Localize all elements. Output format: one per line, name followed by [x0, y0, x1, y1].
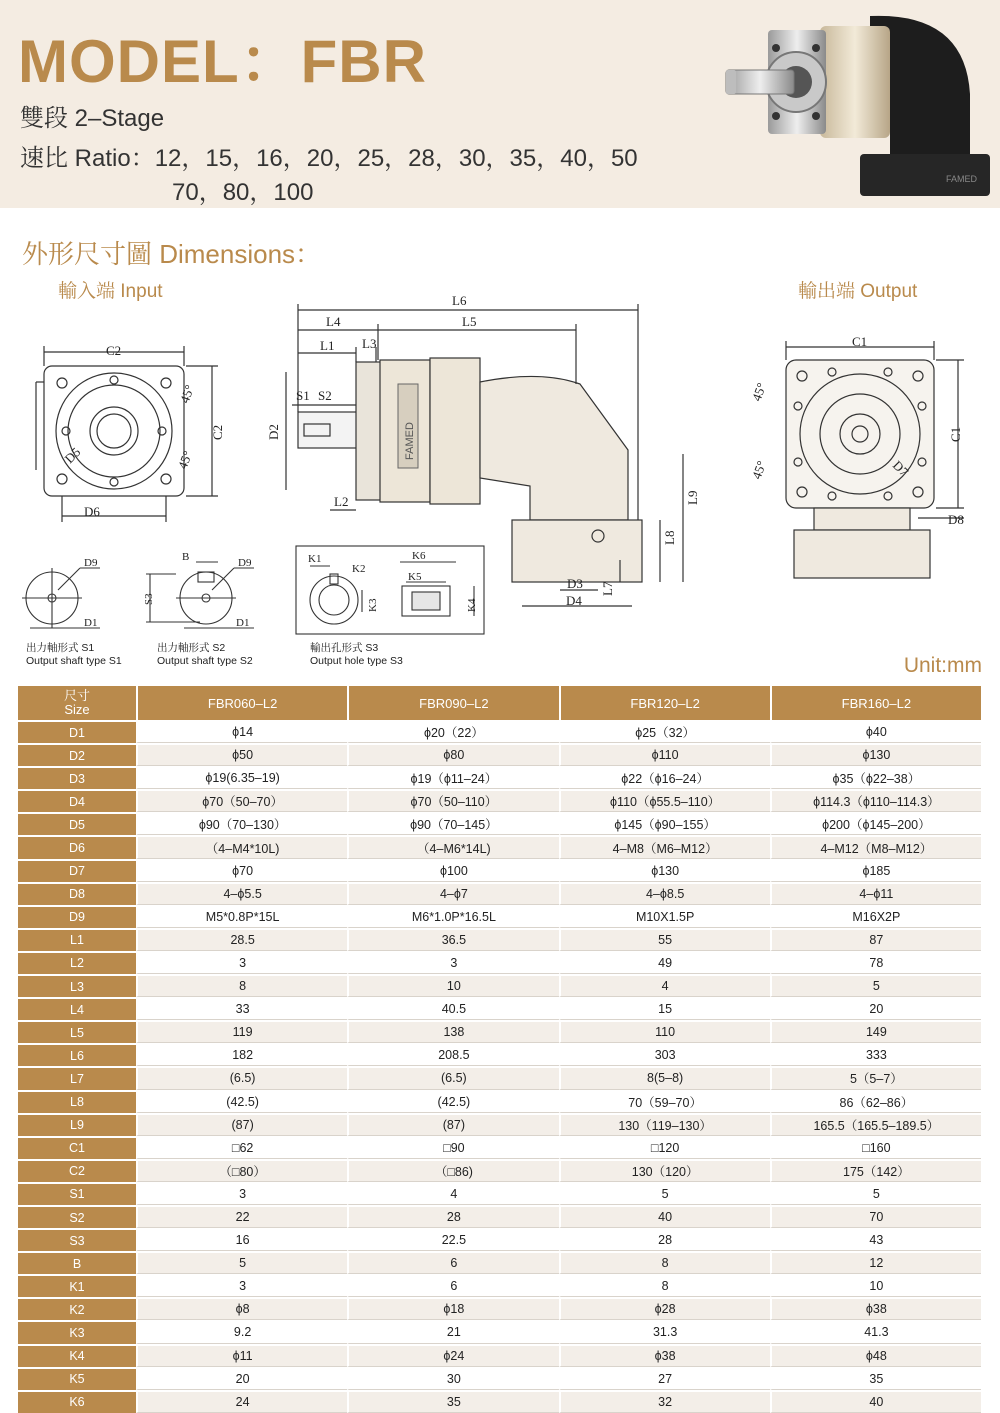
table-cell: M6*1.0P*16.5L	[347, 905, 558, 928]
label-d4: D4	[566, 593, 582, 608]
table-cell: M10X1.5P	[559, 905, 770, 928]
label-d3: D3	[567, 576, 583, 591]
label-c2-top: C2	[106, 343, 122, 358]
table-cell: 4	[347, 1182, 558, 1205]
table-cell: 30	[347, 1367, 558, 1390]
label-c2-side: C2	[210, 424, 225, 440]
row-key: K3	[18, 1320, 136, 1343]
table-row	[18, 1297, 981, 1320]
label-d8: D8	[948, 512, 964, 527]
table-cell: ϕ25（32）	[559, 720, 770, 743]
output-label: 輸出端 Output	[798, 281, 918, 302]
label-l4: L4	[326, 314, 341, 329]
s3-label-k6: K6	[412, 550, 426, 562]
table-cell: 40	[770, 1390, 981, 1413]
row-key: L3	[18, 974, 136, 997]
table-cell: （4–M6*14L)	[347, 835, 558, 858]
label-l9: L9	[685, 490, 700, 505]
caption-s1	[26, 642, 122, 668]
row-key: C2	[18, 1159, 136, 1182]
table-cell: 6	[347, 1251, 558, 1274]
table-row	[18, 974, 981, 997]
table-cell: 35	[770, 1367, 981, 1390]
row-key: K2	[18, 1297, 136, 1320]
ratio-line-1: 速比 Ratio：12，15，16，20，25，28，30，35，40，50	[20, 145, 638, 172]
table-cell: 70（59–70）	[559, 1090, 770, 1113]
table-cell: 22	[136, 1205, 347, 1228]
table-cell: ϕ90（70–145）	[347, 812, 558, 835]
table-cell: 10	[770, 1274, 981, 1297]
row-key: D2	[18, 743, 136, 766]
table-row	[18, 1066, 981, 1089]
table-cell: (87)	[136, 1113, 347, 1136]
s3-label-k5: K5	[408, 571, 422, 583]
table-row	[18, 743, 981, 766]
table-cell: 4–ϕ5.5	[136, 882, 347, 905]
table-cell: 87	[770, 928, 981, 951]
table-row	[18, 789, 981, 812]
output-end-view	[786, 341, 964, 578]
table-cell: 4–ϕ7	[347, 882, 558, 905]
header-banner	[0, 0, 1000, 208]
table-cell: (42.5)	[136, 1090, 347, 1113]
row-key: L7	[18, 1066, 136, 1089]
table-cell: 4	[559, 974, 770, 997]
table-row	[18, 1390, 981, 1413]
table-cell: M5*0.8P*15L	[136, 905, 347, 928]
table-cell: 4–M8（M6–M12）	[559, 835, 770, 858]
s2-label-d1: D1	[236, 617, 250, 629]
ratio-line-2: 70，80，100	[172, 179, 314, 206]
table-cell: ϕ19（ϕ11–24）	[347, 766, 558, 789]
dimensions-title: 外形尺寸圖 Dimensions：	[22, 239, 322, 269]
table-row	[18, 1367, 981, 1390]
caption-s2	[157, 642, 253, 668]
s3-label-k1: K1	[308, 553, 322, 565]
row-key: K4	[18, 1344, 136, 1367]
table-row	[18, 997, 981, 1020]
stage-info: 雙段 2–Stage	[20, 105, 165, 132]
table-cell: 36.5	[347, 928, 558, 951]
table-cell: 119	[136, 1020, 347, 1043]
table-cell: 149	[770, 1020, 981, 1043]
table-cell: 130（120）	[559, 1159, 770, 1182]
hole-type-s3	[296, 546, 484, 634]
label-angle-2: 45°	[174, 448, 196, 472]
table-cell: （□86)	[347, 1159, 558, 1182]
table-cell: □120	[559, 1136, 770, 1159]
label-d2: D2	[266, 424, 281, 440]
table-cell: ϕ18	[347, 1297, 558, 1320]
label-d5: D5	[61, 444, 84, 467]
s2-label-b: B	[182, 551, 190, 563]
table-cell: 5	[770, 974, 981, 997]
s3-label-k2: K2	[352, 563, 366, 575]
table-cell: （4–M4*10L)	[136, 835, 347, 858]
table-cell: 165.5（165.5–189.5）	[770, 1113, 981, 1136]
table-cell: ϕ35（ϕ22–38）	[770, 766, 981, 789]
table-header-row	[18, 686, 981, 720]
table-cell: ϕ185	[770, 859, 981, 882]
s3-label-k4: K4	[466, 598, 478, 612]
row-key: D7	[18, 859, 136, 882]
table-cell: 175（142）	[770, 1159, 981, 1182]
size-header-en: Size	[64, 702, 90, 717]
table-cell: 12	[770, 1251, 981, 1274]
label-l6: L6	[452, 293, 467, 308]
row-key: K6	[18, 1390, 136, 1413]
table-row	[18, 1159, 981, 1182]
table-row	[18, 1274, 981, 1297]
row-key: L9	[18, 1113, 136, 1136]
label-d6: D6	[84, 504, 100, 519]
table-cell: 70	[770, 1205, 981, 1228]
row-key: L6	[18, 1043, 136, 1066]
label-l8: L8	[662, 530, 677, 545]
s2-label-s3: S3	[143, 593, 155, 605]
table-cell: 3	[347, 951, 558, 974]
table-row	[18, 1344, 981, 1367]
table-row	[18, 1113, 981, 1136]
model-title: MODEL：FBR	[18, 28, 427, 95]
row-key: D3	[18, 766, 136, 789]
row-key: L1	[18, 928, 136, 951]
label-s1: S1	[296, 388, 310, 403]
column-header: FBR160–L2	[770, 686, 981, 720]
table-row	[18, 1136, 981, 1159]
label-angle-4: 45°	[748, 458, 770, 482]
table-cell: (42.5)	[347, 1090, 558, 1113]
table-cell: ϕ22（ϕ16–24）	[559, 766, 770, 789]
table-row	[18, 766, 981, 789]
table-cell: ϕ100	[347, 859, 558, 882]
table-cell: 182	[136, 1043, 347, 1066]
table-cell: 86（62–86）	[770, 1090, 981, 1113]
table-cell: ϕ11	[136, 1344, 347, 1367]
row-key: B	[18, 1251, 136, 1274]
s1-label-d9: D9	[84, 557, 98, 569]
table-cell: 4–ϕ8.5	[559, 882, 770, 905]
table-cell: 8	[559, 1251, 770, 1274]
table-cell: □90	[347, 1136, 558, 1159]
table-cell: ϕ38	[770, 1297, 981, 1320]
table-cell: 9.2	[136, 1320, 347, 1343]
table-cell: 33	[136, 997, 347, 1020]
table-row	[18, 1020, 981, 1043]
product-photo	[720, 4, 1000, 204]
table-cell: ϕ110	[559, 743, 770, 766]
table-cell: 35	[347, 1390, 558, 1413]
row-key: L8	[18, 1090, 136, 1113]
table-cell: 20	[136, 1367, 347, 1390]
table-cell: ϕ110（ϕ55.5–110）	[559, 789, 770, 812]
photo-brand-mark: FAMED	[946, 174, 978, 184]
table-body	[18, 720, 981, 1413]
table-cell: ϕ80	[347, 743, 558, 766]
table-row	[18, 882, 981, 905]
table-row	[18, 859, 981, 882]
row-key: C1	[18, 1136, 136, 1159]
label-c1-side: C1	[948, 426, 963, 442]
row-key: D5	[18, 812, 136, 835]
label-angle-3: 45°	[748, 380, 770, 404]
table-cell: 78	[770, 951, 981, 974]
table-row	[18, 951, 981, 974]
table-cell: (6.5)	[347, 1066, 558, 1089]
table-cell: 20	[770, 997, 981, 1020]
table-cell: 41.3	[770, 1320, 981, 1343]
row-key: D6	[18, 835, 136, 858]
table-row	[18, 1251, 981, 1274]
table-cell: □160	[770, 1136, 981, 1159]
table-row	[18, 1043, 981, 1066]
row-key: S2	[18, 1205, 136, 1228]
row-key: L4	[18, 997, 136, 1020]
table-cell: 5	[770, 1182, 981, 1205]
label-d7: D7	[889, 457, 912, 480]
table-cell: 6	[347, 1274, 558, 1297]
table-row	[18, 1228, 981, 1251]
row-key: D8	[18, 882, 136, 905]
row-key: S1	[18, 1182, 136, 1205]
table-cell: ϕ48	[770, 1344, 981, 1367]
table-cell: ϕ70	[136, 859, 347, 882]
table-cell: ϕ14	[136, 720, 347, 743]
table-cell: 3	[136, 951, 347, 974]
table-cell: M16X2P	[770, 905, 981, 928]
technical-drawings	[0, 290, 1000, 680]
table-cell: 138	[347, 1020, 558, 1043]
table-cell: ϕ40	[770, 720, 981, 743]
table-cell: ϕ200（ϕ145–200）	[770, 812, 981, 835]
table-cell: 16	[136, 1228, 347, 1251]
table-cell: 130（119–130）	[559, 1113, 770, 1136]
caption-s1-en: Output shaft type S1	[26, 655, 122, 667]
body-brand-label: FAMED	[404, 422, 416, 460]
table-row	[18, 928, 981, 951]
table-cell: 8(5–8)	[559, 1066, 770, 1089]
table-cell: ϕ19(6.35–19)	[136, 766, 347, 789]
table-cell: ϕ38	[559, 1344, 770, 1367]
table-cell: 8	[136, 974, 347, 997]
table-cell: 22.5	[347, 1228, 558, 1251]
table-cell: 4–M12（M8–M12）	[770, 835, 981, 858]
table-cell: ϕ20（22）	[347, 720, 558, 743]
caption-s3-cn: 輸出孔形式 S3	[310, 642, 379, 654]
size-header-cn: 尺寸	[63, 688, 90, 703]
label-l3: L3	[362, 336, 377, 351]
table-cell: ϕ50	[136, 743, 347, 766]
table-cell: 10	[347, 974, 558, 997]
s2-label-d9: D9	[238, 557, 252, 569]
table-row	[18, 1182, 981, 1205]
table-cell: 8	[559, 1274, 770, 1297]
table-cell: (6.5)	[136, 1066, 347, 1089]
row-key: K1	[18, 1274, 136, 1297]
caption-s1-cn: 出力軸形式 S1	[26, 642, 95, 654]
table-cell: 40.5	[347, 997, 558, 1020]
table-cell: ϕ114.3（ϕ110–114.3）	[770, 789, 981, 812]
table-row	[18, 1320, 981, 1343]
table-cell: 110	[559, 1020, 770, 1043]
row-key: L5	[18, 1020, 136, 1043]
table-cell: 31.3	[559, 1320, 770, 1343]
table-row	[18, 1205, 981, 1228]
unit-label: Unit:mm	[903, 654, 982, 677]
input-end-view	[36, 346, 218, 522]
row-key: L2	[18, 951, 136, 974]
column-header: FBR060–L2	[136, 686, 347, 720]
table-cell: ϕ70（50–110）	[347, 789, 558, 812]
label-angle-1: 45°	[176, 382, 198, 406]
table-cell: 32	[559, 1390, 770, 1413]
table-cell: 40	[559, 1205, 770, 1228]
table-cell: 28.5	[136, 928, 347, 951]
table-cell: 3	[136, 1274, 347, 1297]
caption-s3-en: Output hole type S3	[310, 655, 403, 667]
table-cell: ϕ8	[136, 1297, 347, 1320]
size-header	[18, 686, 136, 720]
table-cell: 208.5	[347, 1043, 558, 1066]
caption-s2-en: Output shaft type S2	[157, 655, 253, 667]
table-cell: ϕ90（70–130）	[136, 812, 347, 835]
table-cell: 333	[770, 1043, 981, 1066]
table-row	[18, 835, 981, 858]
table-cell: 15	[559, 997, 770, 1020]
table-cell: ϕ70（50–70）	[136, 789, 347, 812]
table-cell: ϕ145（ϕ90–155）	[559, 812, 770, 835]
table-cell: 28	[347, 1205, 558, 1228]
caption-s2-cn: 出力軸形式 S2	[157, 642, 226, 654]
table-cell: （□80）	[136, 1159, 347, 1182]
table-cell: ϕ28	[559, 1297, 770, 1320]
table-cell: 3	[136, 1182, 347, 1205]
table-row	[18, 1090, 981, 1113]
table-row	[18, 720, 981, 743]
table-cell: 4–ϕ11	[770, 882, 981, 905]
label-l2: L2	[334, 494, 349, 509]
input-label: 輸入端 Input	[58, 281, 163, 302]
label-l5: L5	[462, 314, 477, 329]
table-cell: ϕ130	[770, 743, 981, 766]
table-cell: 27	[559, 1367, 770, 1390]
label-c1-top: C1	[852, 334, 868, 349]
table-cell: 28	[559, 1228, 770, 1251]
label-s2: S2	[318, 388, 332, 403]
table-cell: (87)	[347, 1113, 558, 1136]
table-cell: 303	[559, 1043, 770, 1066]
table-cell: 21	[347, 1320, 558, 1343]
table-row	[18, 905, 981, 928]
table-cell: 5	[559, 1182, 770, 1205]
label-l1: L1	[320, 338, 335, 353]
column-header: FBR090–L2	[347, 686, 558, 720]
s1-label-d1: D1	[84, 617, 98, 629]
row-key: S3	[18, 1228, 136, 1251]
row-key: D4	[18, 789, 136, 812]
label-l7: L7	[600, 581, 615, 596]
table-row	[18, 812, 981, 835]
row-key: D9	[18, 905, 136, 928]
table-cell: 24	[136, 1390, 347, 1413]
table-cell: 43	[770, 1228, 981, 1251]
table-cell: 49	[559, 951, 770, 974]
s3-label-k3: K3	[367, 598, 379, 612]
caption-s3	[310, 642, 403, 668]
spec-table	[18, 686, 981, 1413]
table-cell: 5（5–7）	[770, 1066, 981, 1089]
table-cell: 5	[136, 1251, 347, 1274]
table-cell: ϕ130	[559, 859, 770, 882]
row-key: K5	[18, 1367, 136, 1390]
table-cell: ϕ24	[347, 1344, 558, 1367]
column-header: FBR120–L2	[559, 686, 770, 720]
row-key: D1	[18, 720, 136, 743]
table-cell: 55	[559, 928, 770, 951]
table-cell: □62	[136, 1136, 347, 1159]
